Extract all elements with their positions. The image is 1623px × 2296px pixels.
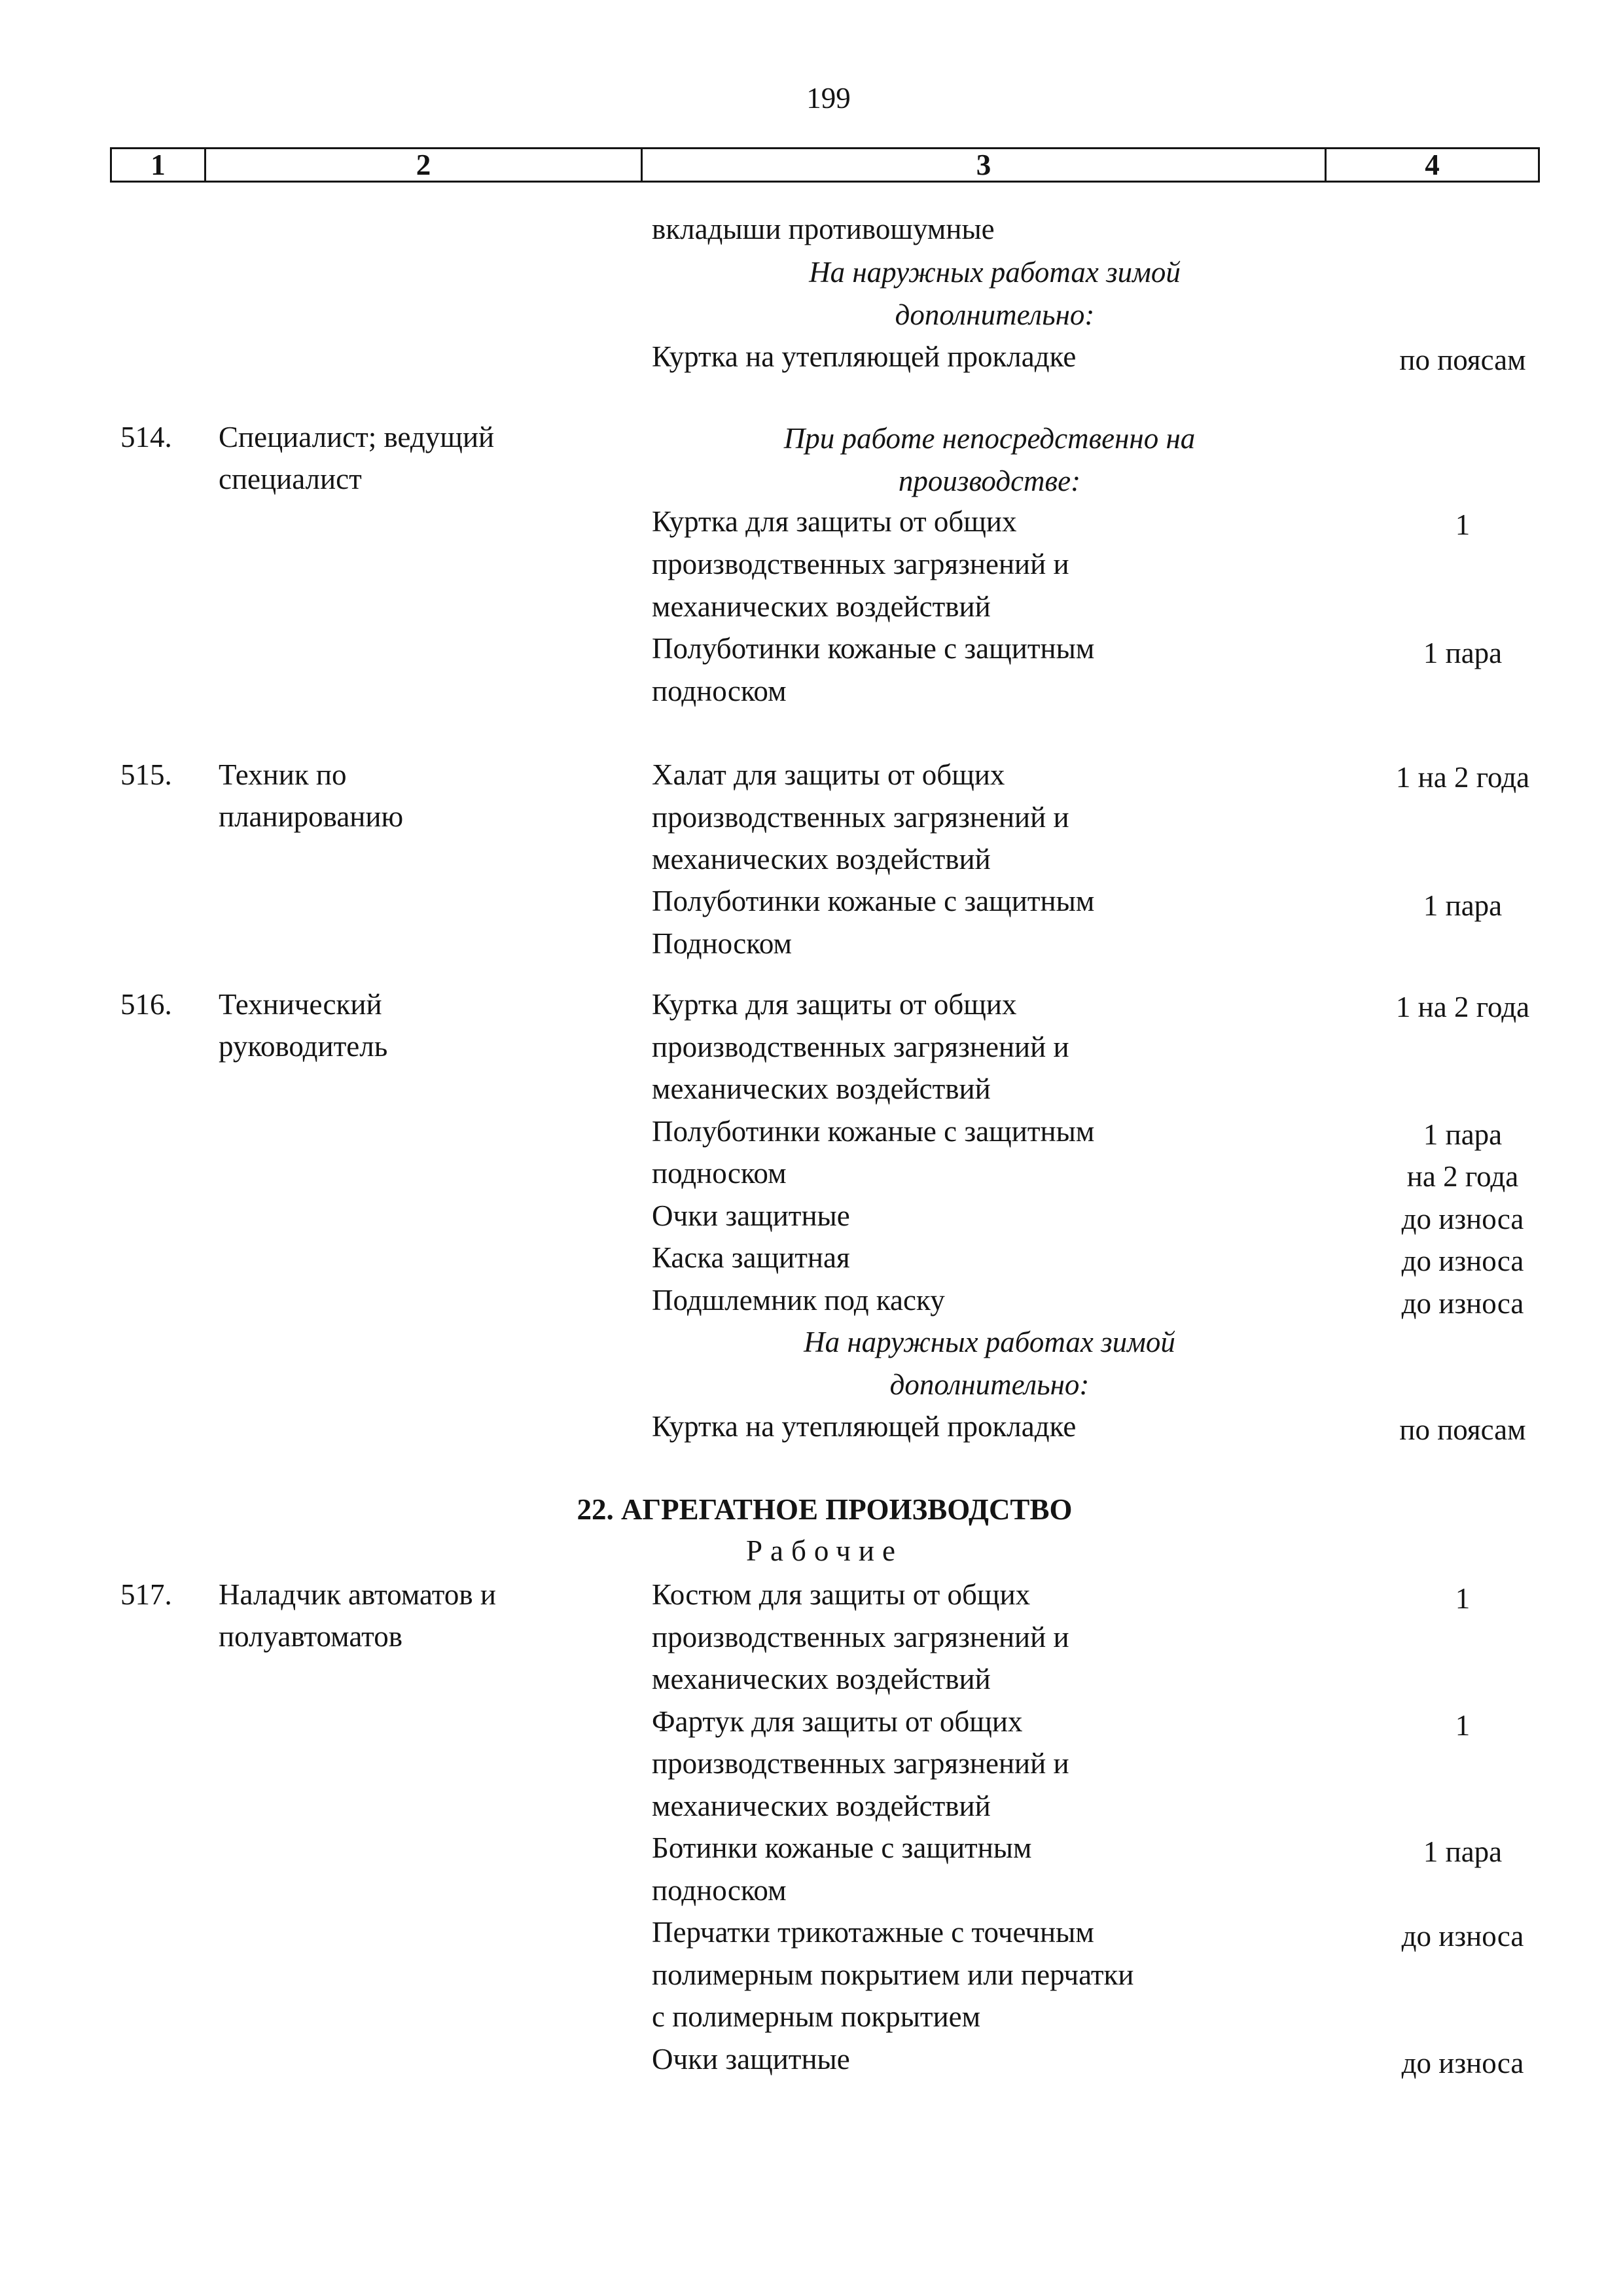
quantity: 1 <box>1455 1582 1471 1615</box>
row-number: 516. <box>120 988 172 1021</box>
item-text: Каска защитная <box>652 1241 850 1274</box>
item-text: производственных загрязнений и <box>652 1621 1069 1653</box>
item-text: Перчатки трикотажные с точечным <box>652 1916 1094 1949</box>
item-text: механических воздействий <box>652 843 991 875</box>
occupation: специалист <box>219 463 362 495</box>
item-text: механических воздействий <box>652 1790 991 1822</box>
header-col-1: 1 <box>112 149 206 181</box>
quantity: 1 на 2 года <box>1395 761 1530 794</box>
item-text: подноском <box>652 1157 787 1190</box>
quantity: 1 <box>1455 1709 1471 1742</box>
item-text: Полуботинки кожаные с защитным <box>652 885 1095 917</box>
occupation: руководитель <box>219 1030 388 1063</box>
quantity: 1 <box>1455 508 1471 541</box>
item-text: Подшлемник под каску <box>652 1284 945 1316</box>
occupation: Техник по <box>219 758 347 791</box>
item-text: Куртка на утепляющей прокладке <box>652 340 1077 373</box>
italic-note: дополнительно: <box>889 1368 1090 1401</box>
quantity: по поясам <box>1399 344 1526 376</box>
item-text: механических воздействий <box>652 1072 991 1105</box>
item-text: механических воздействий <box>652 590 991 623</box>
occupation: Наладчик автоматов и <box>219 1578 496 1611</box>
item-text: производственных загрязнений и <box>652 1031 1069 1063</box>
row-number: 514. <box>120 421 172 453</box>
occupation: планированию <box>219 800 404 833</box>
italic-note: дополнительно: <box>895 298 1095 331</box>
italic-note: производстве: <box>898 465 1081 497</box>
item-text: Фартук для защиты от общих <box>652 1705 1023 1738</box>
item-text: подноском <box>652 1874 787 1907</box>
item-text: Очки защитные <box>652 2043 850 2075</box>
item-text: Ботинки кожаные с защитным <box>652 1831 1032 1864</box>
quantity: 1 пара <box>1423 1835 1503 1868</box>
page-number: 199 <box>806 82 851 115</box>
quantity: до износа <box>1401 1245 1524 1277</box>
item-text: Костюм для защиты от общих <box>652 1578 1031 1611</box>
row-number: 517. <box>120 1578 172 1611</box>
item-text: с полимерным покрытием <box>652 2000 981 2033</box>
quantity: до износа <box>1401 2047 1524 2079</box>
section-title: 22. АГРЕГАТНОЕ ПРОИЗВОДСТВО <box>577 1493 1073 1526</box>
occupation: Технический <box>219 988 382 1021</box>
table-header <box>110 147 1540 183</box>
item-text: Очки защитные <box>652 1199 850 1232</box>
item-text: Куртка для защиты от общих <box>652 505 1017 538</box>
occupation: полуавтоматов <box>219 1620 402 1653</box>
header-col-2: 2 <box>206 149 643 181</box>
quantity: 1 пара <box>1423 1118 1503 1151</box>
item-text: подноском <box>652 675 787 707</box>
occupation: Специалист; ведущий <box>219 421 495 453</box>
item-text: производственных загрязнений и <box>652 548 1069 580</box>
item-text: Полуботинки кожаные с защитным <box>652 632 1095 665</box>
italic-note: При работе непосредственно на <box>783 422 1196 455</box>
item-text: Куртка для защиты от общих <box>652 988 1017 1021</box>
header-col-4: 4 <box>1425 149 1440 181</box>
quantity: 1 пара <box>1423 889 1503 922</box>
row-number: 515. <box>120 758 172 791</box>
item-text: Подноском <box>652 927 792 960</box>
item-text: полимерным покрытием или перчатки <box>652 1958 1134 1991</box>
item-text: производственных загрязнений и <box>652 1747 1069 1780</box>
section-subtitle: Рабочие <box>746 1534 903 1567</box>
item-text: Полуботинки кожаные с защитным <box>652 1115 1095 1148</box>
italic-note: На наружных работах зимой <box>804 1326 1175 1358</box>
quantity: 1 пара <box>1423 637 1503 669</box>
header-col-3: 3 <box>643 149 1327 181</box>
item-text: Куртка на утепляющей прокладке <box>652 1410 1077 1443</box>
quantity: по поясам <box>1399 1413 1526 1446</box>
quantity: до износа <box>1401 1287 1524 1320</box>
quantity: 1 на 2 года <box>1395 991 1530 1023</box>
quantity: до износа <box>1401 1920 1524 1952</box>
item-text: механических воздействий <box>652 1663 991 1695</box>
quantity: на 2 года <box>1406 1160 1519 1193</box>
italic-note: На наружных работах зимой <box>809 256 1181 289</box>
quantity: до износа <box>1401 1203 1524 1235</box>
item-text: производственных загрязнений и <box>652 801 1069 834</box>
item-text: вкладыши противошумные <box>652 213 995 245</box>
item-text: Халат для защиты от общих <box>652 758 1005 791</box>
